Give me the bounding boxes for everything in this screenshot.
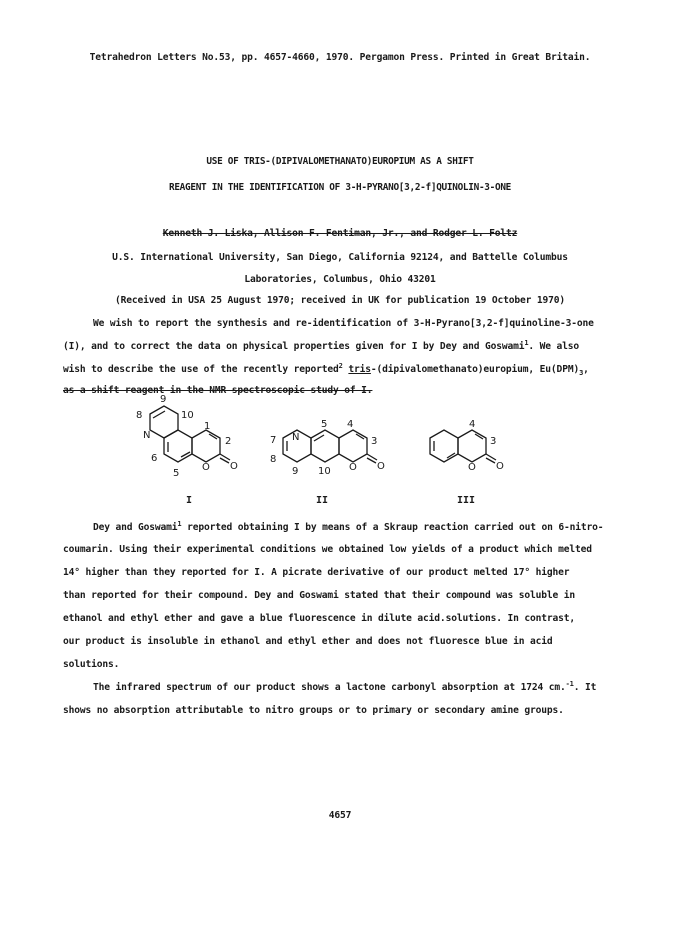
para1-line-2-end: . We also: [528, 341, 580, 352]
structure-II-number: 7: [270, 435, 277, 446]
tris-italic: tris: [348, 364, 371, 375]
structure-III-number: 4: [469, 419, 476, 430]
para2-line-4: than reported for their compound. Dey and Goswami stated that their compound was soluble in: [63, 590, 575, 601]
para2-line-1: [93, 522, 603, 533]
structure-II-number: 9: [292, 466, 299, 477]
structure-III-pyranone-ring: [458, 430, 486, 462]
page-number: 4657: [328, 810, 352, 821]
para2-line-5: ethanol and ethyl ether and gave a blue fluorescence in dilute acid.solutions. In contrast,: [63, 613, 575, 624]
structure-II-atom: N: [292, 432, 300, 443]
superscript-minus-1: -1: [565, 680, 574, 688]
structure-I-atom: O: [202, 462, 210, 473]
para1-line-4: as a shift reagent in the NMR spectroscopic study of I.: [63, 385, 373, 396]
para3-line-1-text: The infrared spectrum of our product shows a lactone carbonyl absorption at 1724 cm.: [93, 682, 566, 693]
para2-line-2: coumarin. Using their experimental conditions we obtained low yields of a product which melted: [63, 544, 592, 555]
received-dates: (Received in USA 25 August 1970; received in UK for publication 19 October 1970): [114, 295, 566, 306]
structure-II-label: II: [316, 495, 329, 506]
structure-I-number: 8: [136, 410, 143, 421]
structure-I-atom: N: [143, 430, 151, 441]
structure-II-number: 10: [318, 466, 331, 477]
para2-line-6: our product is insoluble in ethanol and ethyl ether and does not fluoresce blue in acid: [63, 636, 553, 647]
structure-II-number: 5: [321, 419, 328, 430]
para1-line-3-reagent: -(dipivalomethanato)europium, Eu(DPM): [370, 364, 580, 375]
para3-line-2: shows no absorption attributable to nitro groups or to primary or secondary amine groups.: [63, 705, 564, 716]
structure-II-number: 4: [347, 419, 354, 430]
reference-1: 1: [177, 520, 182, 528]
para3-line-1-end: . It: [573, 682, 597, 693]
para2-line-1-text: Dey and Goswami: [93, 522, 178, 533]
para1-line-3-text: wish to describe the use of the recently reported: [63, 364, 339, 375]
structure-I-number: 2: [225, 436, 232, 447]
para1-line-3-end: ,: [583, 364, 589, 375]
subscript-3: 3: [579, 369, 584, 377]
structure-I-atom: O: [230, 461, 238, 472]
structure-III-atom: O: [496, 461, 504, 472]
structure-I-pyridine-ring: [150, 406, 178, 438]
structure-III-number: 3: [490, 436, 497, 447]
para1-line-2-text: (I), and to correct the data on physical properties given for I by Dey and Goswami: [63, 341, 525, 352]
structure-I-pyranone-ring: [192, 430, 220, 462]
reference-1: 1: [524, 339, 529, 347]
structure-I-number: 9: [160, 394, 167, 405]
journal-header: Tetrahedron Letters No.53, pp. 4657-4660, 1970. Pergamon Press. Printed in Great Britain.: [89, 52, 591, 63]
structure-II-atom: O: [377, 461, 385, 472]
para3-line-1: [93, 682, 596, 693]
authors-text: Kenneth J. Liska, Allison F. Fentiman, Jr., and Rodger L. Foltz: [162, 228, 518, 239]
para1-line-1: We wish to report the synthesis and re-identification of 3-H-Pyrano[3,2-f]quinoline-3-one: [93, 318, 594, 329]
structure-III-atom: O: [468, 462, 476, 473]
structure-I-number: 5: [173, 468, 180, 479]
para2-line-3: 14° higher than they reported for I. A picrate derivative of our product melted 17° higher: [63, 567, 570, 578]
structure-I-number: 1: [204, 421, 211, 432]
structure-II-atom: O: [349, 462, 357, 473]
reference-2: 2: [338, 362, 343, 370]
structure-II-pyranone-ring: [339, 430, 367, 462]
affiliation-line-2: Laboratories, Columbus, Ohio 43201: [244, 274, 436, 285]
structure-III-label: III: [457, 495, 476, 506]
structure-II-number: 3: [371, 436, 378, 447]
structure-I-number: 10: [181, 410, 194, 421]
para2-line-7: solutions.: [63, 659, 120, 670]
structure-II-benzene-ring: [311, 430, 339, 462]
affiliation-line-1: U.S. International University, San Diego, California 92124, and Battelle Columbus: [112, 252, 568, 263]
structure-II-number: 8: [270, 454, 277, 465]
structure-I-label: I: [186, 495, 193, 506]
structure-III: [430, 430, 496, 463]
para2-line-1-rest: reported obtaining I by means of a Skraup reaction carried out on 6-nitro-: [181, 522, 604, 533]
structure-I-number: 6: [151, 453, 158, 464]
title-line-2: REAGENT IN THE IDENTIFICATION OF 3-H-PYRANO[3,2-f]QUINOLIN-3-ONE: [168, 182, 512, 193]
title-line-1: USE OF TRIS-(DIPIVALOMETHANATO)EUROPIUM AS A SHIFT: [206, 156, 474, 167]
